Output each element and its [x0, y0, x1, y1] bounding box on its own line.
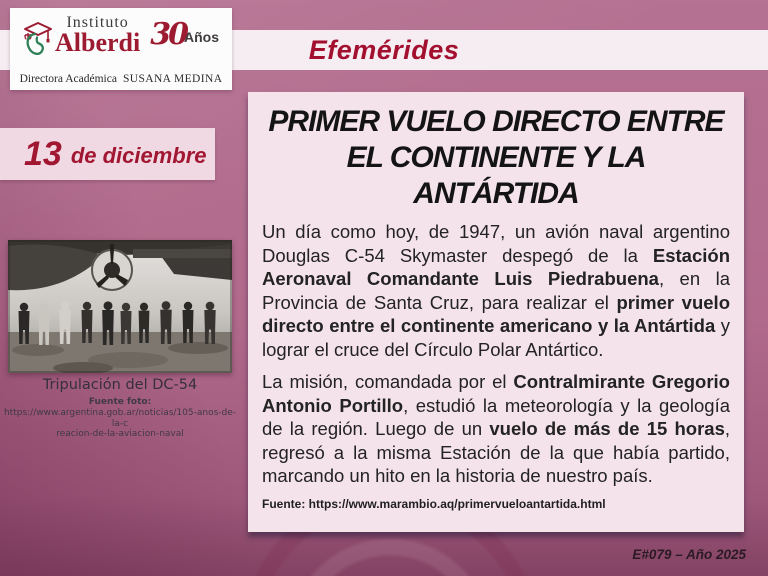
logo-line2: Alberdi — [55, 27, 141, 57]
date-day: 13 — [24, 135, 62, 173]
date-month: de diciembre — [70, 143, 207, 168]
institute-logo-icon — [23, 20, 53, 58]
p2-text: , regresó a la misma Estación de la que había partido, marcando un hito en la historia de nuestro país. — [262, 418, 730, 486]
crew-photo-image — [8, 240, 232, 373]
logo-wordmark — [55, 15, 140, 56]
p1-text: y lograr el cruce del Círculo Polar Antártico. — [262, 315, 730, 360]
logo-row — [10, 12, 232, 58]
article-paragraph-1 — [262, 220, 730, 361]
p2-text: La misión, comandada por el — [262, 371, 514, 392]
article-card — [248, 92, 744, 532]
photo-caption: Tripulación del DC-54 — [42, 377, 198, 393]
p2-bold-commander: Contralmirante Gregorio Antonio Portillo — [262, 371, 730, 416]
p2-bold-duration: vuelo de más de 15 horas — [489, 418, 725, 439]
p1-bold-flight: primer vuelo directo entre el continente americano y la Antártida — [262, 291, 730, 336]
anniversary-number: 30 — [150, 17, 186, 52]
p1-bold-station: Estación Aeronaval Comandante Luis Piedrabuena — [262, 244, 730, 289]
crew-photo — [8, 240, 232, 373]
banner-title: Efemérides — [308, 34, 460, 65]
anniversary-badge — [150, 17, 219, 52]
article-source: Fuente: https://www.marambio.aq/primervueloantartida.html — [262, 496, 606, 511]
logo-box — [10, 8, 232, 90]
article-paragraph-2 — [262, 370, 730, 488]
director-name: SUSANA MEDINA — [122, 73, 223, 85]
article-title-line1: PRIMER VUELO DIRECTO ENTRE — [268, 105, 724, 138]
p2-text: , estudió la meteorología y la geología de la región. Luego de un — [262, 394, 730, 439]
p1-text: , en la Provincia de Santa Cruz, para realizar el — [262, 268, 730, 313]
logo-line1: Instituto — [66, 13, 129, 31]
logo-subtitle — [10, 73, 232, 85]
anniversary-label: Años — [183, 29, 219, 45]
photo-source-label: Fuente foto: — [88, 397, 152, 407]
article-title-line2: EL CONTINENTE Y LA ANTÁRTIDA — [346, 141, 646, 210]
p1-text: Un día como hoy, de 1947, un avión naval argentino Douglas C-54 Skymaster despegó de la — [262, 221, 730, 266]
photo-source — [0, 397, 240, 440]
edition-footer: E#079 – Año 2025 — [632, 547, 746, 562]
photo-source-url-line1: https://www.argentina.gob.ar/noticias/105-anos-de-la-c — [3, 407, 237, 429]
date-badge — [0, 128, 215, 180]
director-role-label: Directora Académica — [19, 73, 117, 85]
photo-source-url-line2: reacion-de-la-aviacion-naval — [56, 429, 184, 440]
article-title — [262, 104, 730, 212]
